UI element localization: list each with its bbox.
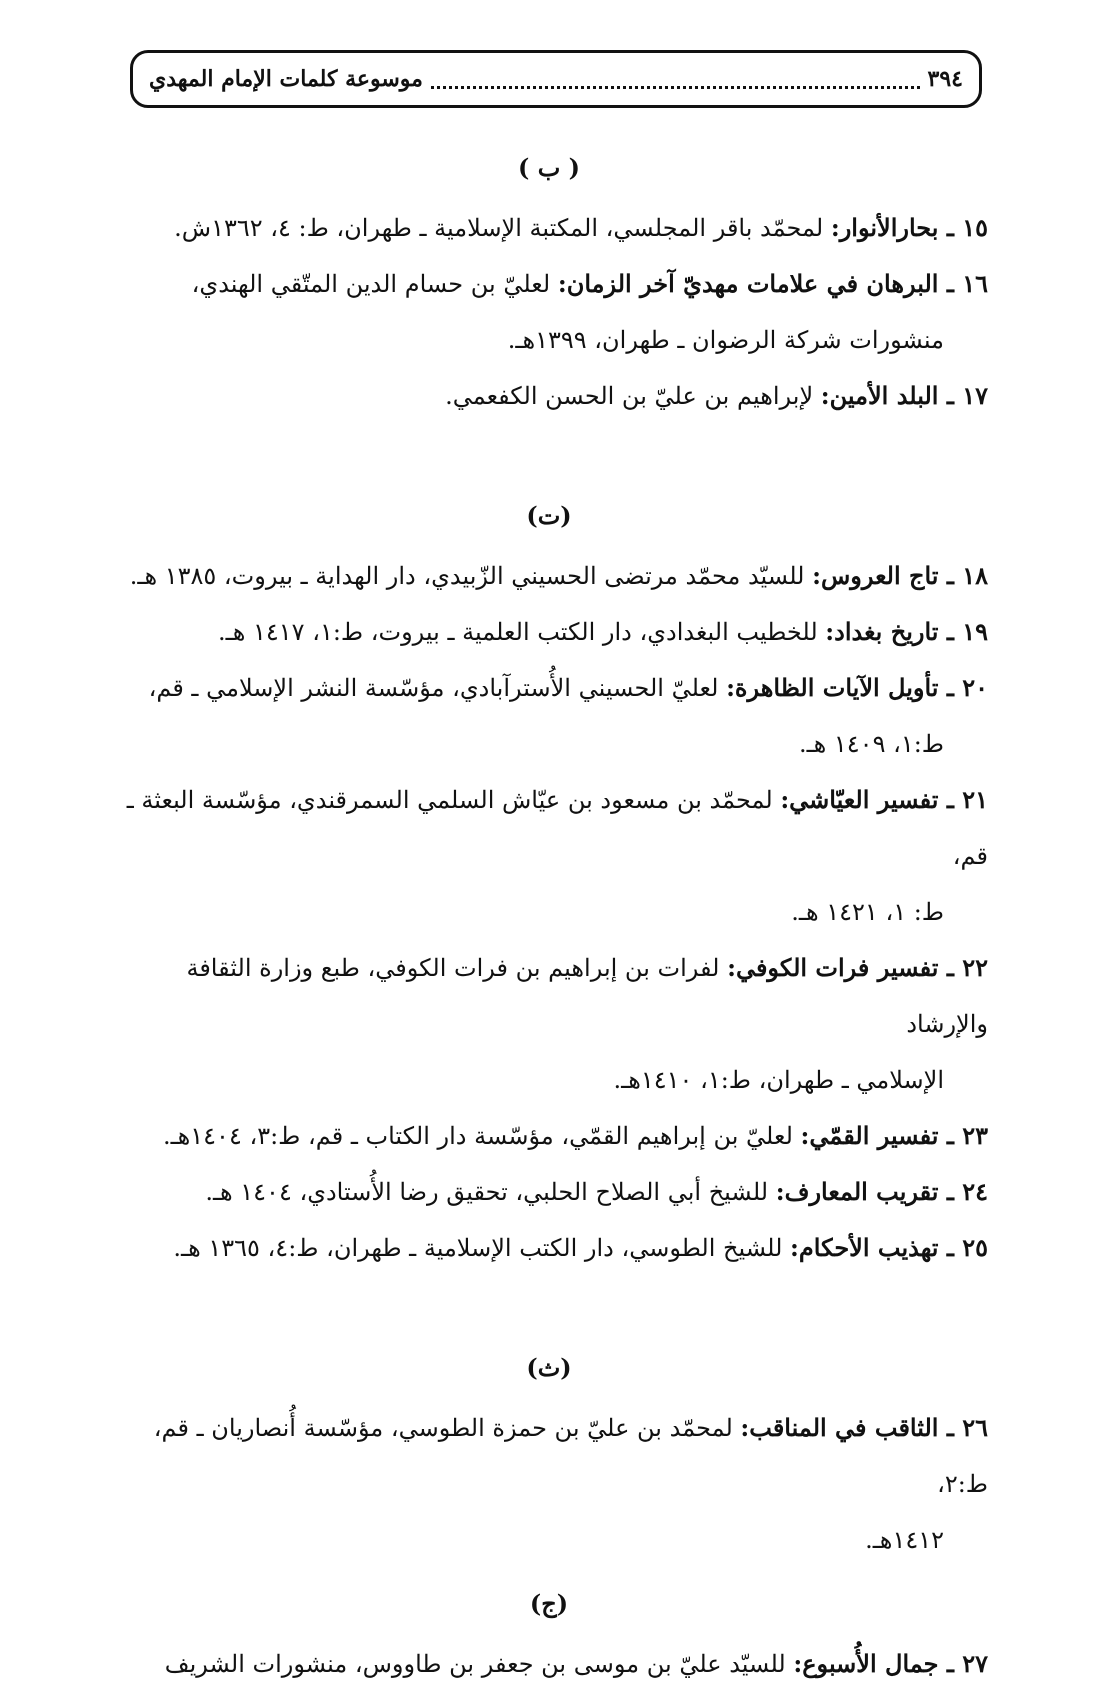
entry-number: ١٩	[962, 617, 988, 646]
section-gap	[110, 1568, 988, 1574]
entry-continuation: منشورات شركة الرضوان ـ طهران، ١٣٩٩هـ.	[507, 326, 944, 354]
entry-text: لعليّ الحسيني الأُسترآبادي، مؤسّسة النشر الإسلامي ـ قم،	[148, 674, 727, 702]
entry-number: ٢٧	[962, 1649, 988, 1678]
entry-number: ٢٦	[962, 1413, 988, 1442]
entry-text: للخطيب البغدادي، دار الكتب العلمية ـ بيروت، ط:١، ١٤١٧ هـ.	[218, 618, 826, 646]
entry-text: لعليّ بن حسام الدين المتّقي الهندي،	[191, 270, 558, 298]
entry-title: تقريب المعارف:	[775, 1177, 939, 1206]
bibliography-entry-18: ١٨ ـ تاج العروس: للسيّد محمّد مرتضى الحسيني الزّبيدي، دار الهداية ـ بيروت، ١٣٨٥ هـ.	[129, 561, 988, 590]
entry-continuation: ط: ١، ١٤٢١ هـ.	[791, 898, 944, 926]
entry-text: لفرات بن إبراهيم بن فرات الكوفي، طبع وزارة الثقافة والإرشاد	[186, 954, 988, 1038]
entry-title: تفسير فرات الكوفي:	[727, 953, 939, 982]
section-heading-ta: (ت)	[526, 501, 572, 530]
entry-number: ١٨	[962, 561, 988, 590]
bibliography-entry-16: ١٦ ـ البرهان في علامات مهديّ آخر الزمان: لعليّ بن حسام الدين المتّقي الهندي، منشورات شركة الرضوان ـ طهران، ١٣٩٩هـ.	[110, 256, 988, 368]
entry-number: ٢٤	[962, 1177, 988, 1206]
entry-number: ٢٠	[962, 673, 988, 702]
header-dotted-leader	[431, 86, 920, 89]
entry-text: للسيّد محمّد مرتضى الحسيني الزّبيدي، دار الهداية ـ بيروت، ١٣٨٥ هـ.	[129, 562, 813, 590]
entry-number: ٢١	[962, 785, 988, 814]
entry-text: لعليّ بن إبراهيم القمّي، مؤسّسة دار الكتاب ـ قم، ط:٣، ١٤٠٤هـ.	[162, 1122, 801, 1150]
section-heading-ba: ( ب )	[517, 153, 580, 182]
bibliography-entry-20: ٢٠ ـ تأويل الآيات الظاهرة: لعليّ الحسيني الأُسترآبادي، مؤسّسة النشر الإسلامي ـ قم، ط:١، ١٤٠٩ هـ.	[110, 660, 988, 772]
entry-text: لمحمّد باقر المجلسي، المكتبة الإسلامية ـ طهران، ط: ٤، ١٣٦٢ش.	[174, 214, 831, 242]
section-heading-jim: (ج)	[529, 1589, 569, 1618]
entry-number: ١٦	[962, 269, 988, 298]
entry-title: تاريخ بغداد:	[825, 617, 939, 646]
bibliography-entry-15: ١٥ ـ بحارالأنوار: لمحمّد باقر المجلسي، المكتبة الإسلامية ـ طهران، ط: ٤، ١٣٦٢ش.	[174, 213, 988, 242]
entry-text: للشيخ الطوسي، دار الكتب الإسلامية ـ طهران، ط:٤، ١٣٦٥ هـ.	[173, 1234, 791, 1262]
entry-title: تفسير العيّاشي:	[780, 785, 939, 814]
entry-title: البرهان في علامات مهديّ آخر الزمان:	[557, 269, 939, 298]
entry-text: لإبراهيم بن عليّ بن الحسن الكفعمي.	[445, 382, 821, 410]
entry-title: تفسير القمّي:	[800, 1121, 939, 1150]
book-title: موسوعة كلمات الإمام المهدي	[149, 66, 423, 92]
entry-continuation: ١٤١٢هـ.	[865, 1526, 944, 1554]
entry-title: تاج العروس:	[812, 561, 939, 590]
entry-number: ١٧	[962, 381, 988, 410]
bibliography-entry-22: ٢٢ ـ تفسير فرات الكوفي: لفرات بن إبراهيم بن فرات الكوفي، طبع وزارة الثقافة والإرشاد الإسلامي ـ طهران، ط:١، ١٤١٠هـ.	[110, 940, 988, 1108]
page-header	[130, 50, 982, 108]
entry-title: البلد الأمين:	[820, 381, 939, 410]
bibliography-entry-19: ١٩ ـ تاريخ بغداد: للخطيب البغدادي، دار الكتب العلمية ـ بيروت، ط:١، ١٤١٧ هـ.	[218, 617, 988, 646]
bibliography-entry-27: ٢٧ ـ جمال الأُسبوع: للسيّد عليّ بن موسى بن جعفر بن طاووس، منشورات الشريف	[164, 1649, 988, 1678]
bibliography-entry-24: ٢٤ ـ تقريب المعارف: للشيخ أبي الصلاح الحلبي، تحقيق رضا الأُستادي، ١٤٠٤ هـ.	[205, 1177, 988, 1206]
entry-title: الثاقب في المناقب:	[740, 1413, 939, 1442]
entry-title: جمال الأُسبوع:	[793, 1649, 939, 1678]
bibliography-content	[110, 138, 988, 1692]
section-gap	[110, 424, 988, 486]
bibliography-entry-26: ٢٦ ـ الثاقب في المناقب: لمحمّد بن عليّ بن حمزة الطوسي، مؤسّسة أُنصاريان ـ قم، ط:٢، ١٤١٢هـ.	[110, 1400, 988, 1568]
entry-number: ٢٢	[962, 953, 988, 982]
entry-number: ٢٥	[962, 1233, 988, 1262]
entry-title: تهذيب الأحكام:	[790, 1233, 939, 1262]
entry-text: للشيخ أبي الصلاح الحلبي، تحقيق رضا الأُستادي، ١٤٠٤ هـ.	[205, 1178, 776, 1206]
entry-text: للسيّد عليّ بن موسى بن جعفر بن طاووس، منشورات الشريف	[164, 1650, 794, 1678]
entry-title: تأويل الآيات الظاهرة:	[726, 673, 939, 702]
entry-number: ٢٣	[962, 1121, 988, 1150]
page-number: ٣٩٤	[927, 66, 963, 92]
entry-continuation: الإسلامي ـ طهران، ط:١، ١٤١٠هـ.	[613, 1066, 944, 1094]
section-gap	[110, 1276, 988, 1338]
entry-text: لمحمّد بن مسعود بن عيّاش السلمي السمرقندي، مؤسّسة البعثة ـ قم،	[126, 786, 988, 870]
entry-text: لمحمّد بن عليّ بن حمزة الطوسي، مؤسّسة أُنصاريان ـ قم، ط:٢،	[153, 1414, 988, 1498]
entry-number: ١٥	[962, 213, 988, 242]
bibliography-entry-23: ٢٣ ـ تفسير القمّي: لعليّ بن إبراهيم القمّي، مؤسّسة دار الكتاب ـ قم، ط:٣، ١٤٠٤هـ.	[162, 1121, 988, 1150]
bibliography-entry-21: ٢١ ـ تفسير العيّاشي: لمحمّد بن مسعود بن عيّاش السلمي السمرقندي، مؤسّسة البعثة ـ قم، ط: ١، ١٤٢١ هـ.	[110, 772, 988, 940]
entry-title: بحارالأنوار:	[830, 213, 939, 242]
section-heading-tha: (ث)	[526, 1353, 572, 1382]
bibliography-entry-25: ٢٥ ـ تهذيب الأحكام: للشيخ الطوسي، دار الكتب الإسلامية ـ طهران، ط:٤، ١٣٦٥ هـ.	[173, 1233, 988, 1262]
entry-continuation: ط:١، ١٤٠٩ هـ.	[798, 730, 944, 758]
bibliography-entry-17: ١٧ ـ البلد الأمين: لإبراهيم بن عليّ بن الحسن الكفعمي.	[445, 381, 988, 410]
